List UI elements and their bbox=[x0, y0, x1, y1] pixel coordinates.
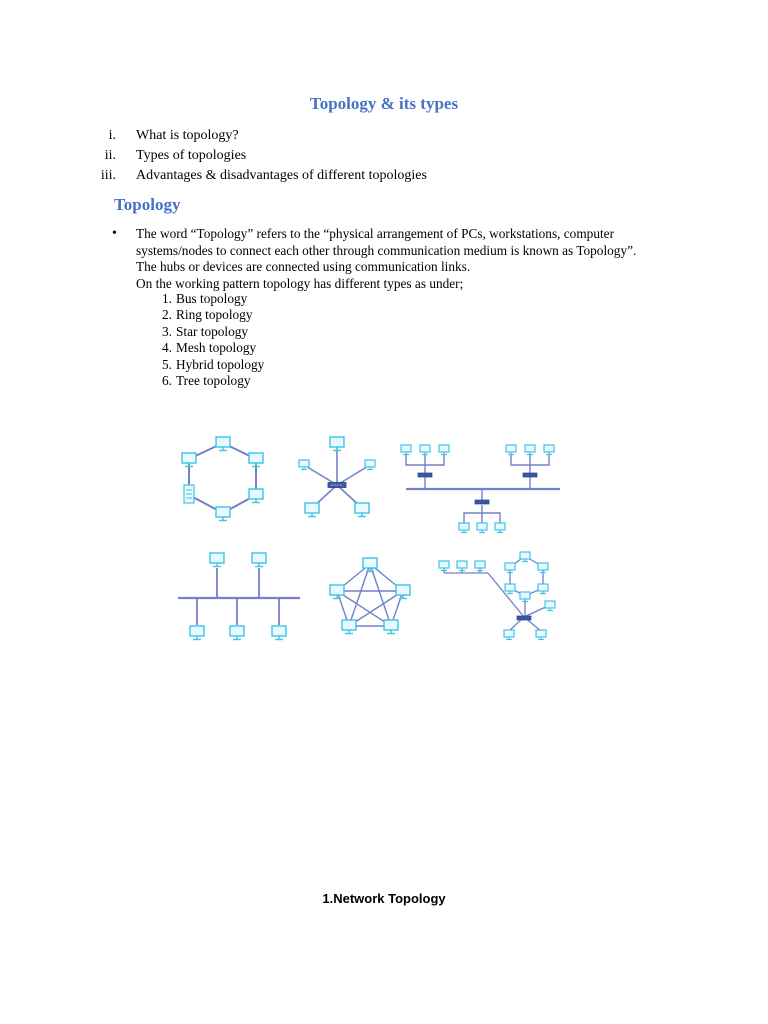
hub-icon bbox=[517, 616, 531, 620]
computer-icon bbox=[272, 626, 286, 640]
computer-icon bbox=[457, 561, 467, 571]
bullet-marker: • bbox=[112, 226, 117, 241]
computer-icon bbox=[342, 620, 356, 634]
paragraph-line: The word “Topology” refers to the “physical arrangement of PCs, workstations, computer systems/nodes to connect each other through communication medium is known as Topology”. bbox=[136, 226, 637, 258]
definition-paragraph bbox=[136, 226, 676, 292]
computer-icon bbox=[506, 445, 516, 455]
computer-icon bbox=[190, 626, 204, 640]
computer-icon bbox=[439, 561, 449, 571]
section-heading: Topology bbox=[114, 195, 181, 214]
computer-icon bbox=[420, 445, 430, 455]
paragraph-line: The hubs or devices are connected using communication links. bbox=[136, 259, 471, 275]
toc-number: ii. bbox=[104, 148, 116, 163]
tree-topology-diagram bbox=[406, 455, 560, 523]
computer-icon bbox=[365, 460, 375, 470]
computer-icon bbox=[252, 553, 266, 567]
list-item: 3. Star topology bbox=[162, 323, 249, 339]
computer-icon bbox=[305, 503, 319, 517]
computer-icon bbox=[505, 584, 515, 594]
computer-icon bbox=[384, 620, 398, 634]
computer-icon bbox=[330, 437, 344, 451]
topology-types-list bbox=[136, 291, 264, 389]
computer-icon bbox=[439, 445, 449, 455]
computer-icon bbox=[396, 585, 410, 599]
computer-icon bbox=[363, 558, 377, 572]
computer-icon bbox=[544, 445, 554, 455]
page-title: Topology & its types bbox=[309, 94, 459, 113]
toc-number: iii. bbox=[100, 168, 116, 183]
computer-icon bbox=[477, 523, 487, 533]
list-item: 4. Mesh topology bbox=[162, 340, 257, 356]
hub-icon bbox=[523, 473, 537, 477]
computer-icon bbox=[538, 584, 548, 594]
figure-caption: 1.Network Topology bbox=[322, 891, 446, 906]
computer-icon bbox=[355, 503, 369, 517]
computer-icon bbox=[536, 630, 546, 640]
computer-icon bbox=[230, 626, 244, 640]
toc-item: Types of topologies bbox=[136, 148, 247, 163]
computer-icon bbox=[520, 592, 530, 602]
computer-icon bbox=[299, 460, 309, 470]
computer-icon bbox=[249, 489, 263, 503]
star-topology-diagram bbox=[304, 445, 370, 508]
computer-icon bbox=[216, 437, 230, 451]
computer-icon bbox=[538, 563, 548, 573]
list-item: 2. Ring topology bbox=[162, 307, 253, 323]
hub-icon bbox=[418, 473, 432, 477]
toc-item: What is topology? bbox=[136, 128, 239, 143]
computer-icon bbox=[525, 445, 535, 455]
server-icon bbox=[184, 485, 194, 503]
computer-icon bbox=[401, 445, 411, 455]
computer-icon bbox=[505, 563, 515, 573]
computer-icon bbox=[520, 552, 530, 562]
network-topology-figure bbox=[170, 425, 570, 650]
list-item: 6. Tree topology bbox=[162, 373, 251, 389]
list-item: 5. Hybrid topology bbox=[162, 356, 265, 372]
mesh-topology-diagram bbox=[337, 564, 403, 626]
bus-topology-diagram bbox=[178, 568, 300, 625]
computer-icon bbox=[210, 553, 224, 567]
hub-icon bbox=[475, 500, 489, 504]
computer-icon bbox=[495, 523, 505, 533]
list-item: 1. Bus topology bbox=[162, 291, 248, 306]
ring-topology-diagram bbox=[189, 443, 256, 513]
computer-icon bbox=[182, 453, 196, 467]
computer-icon bbox=[216, 507, 230, 521]
computer-icon bbox=[330, 585, 344, 599]
computer-icon bbox=[249, 453, 263, 467]
computer-icon bbox=[459, 523, 469, 533]
toc-number: i. bbox=[108, 128, 116, 143]
toc-item: Advantages & disadvantages of different topologies bbox=[136, 168, 427, 183]
hub-icon bbox=[328, 483, 346, 488]
paragraph-line: On the working pattern topology has different types as under; bbox=[136, 275, 464, 291]
computer-icon bbox=[475, 561, 485, 571]
computer-icon bbox=[545, 601, 555, 611]
computer-icon bbox=[504, 630, 514, 640]
